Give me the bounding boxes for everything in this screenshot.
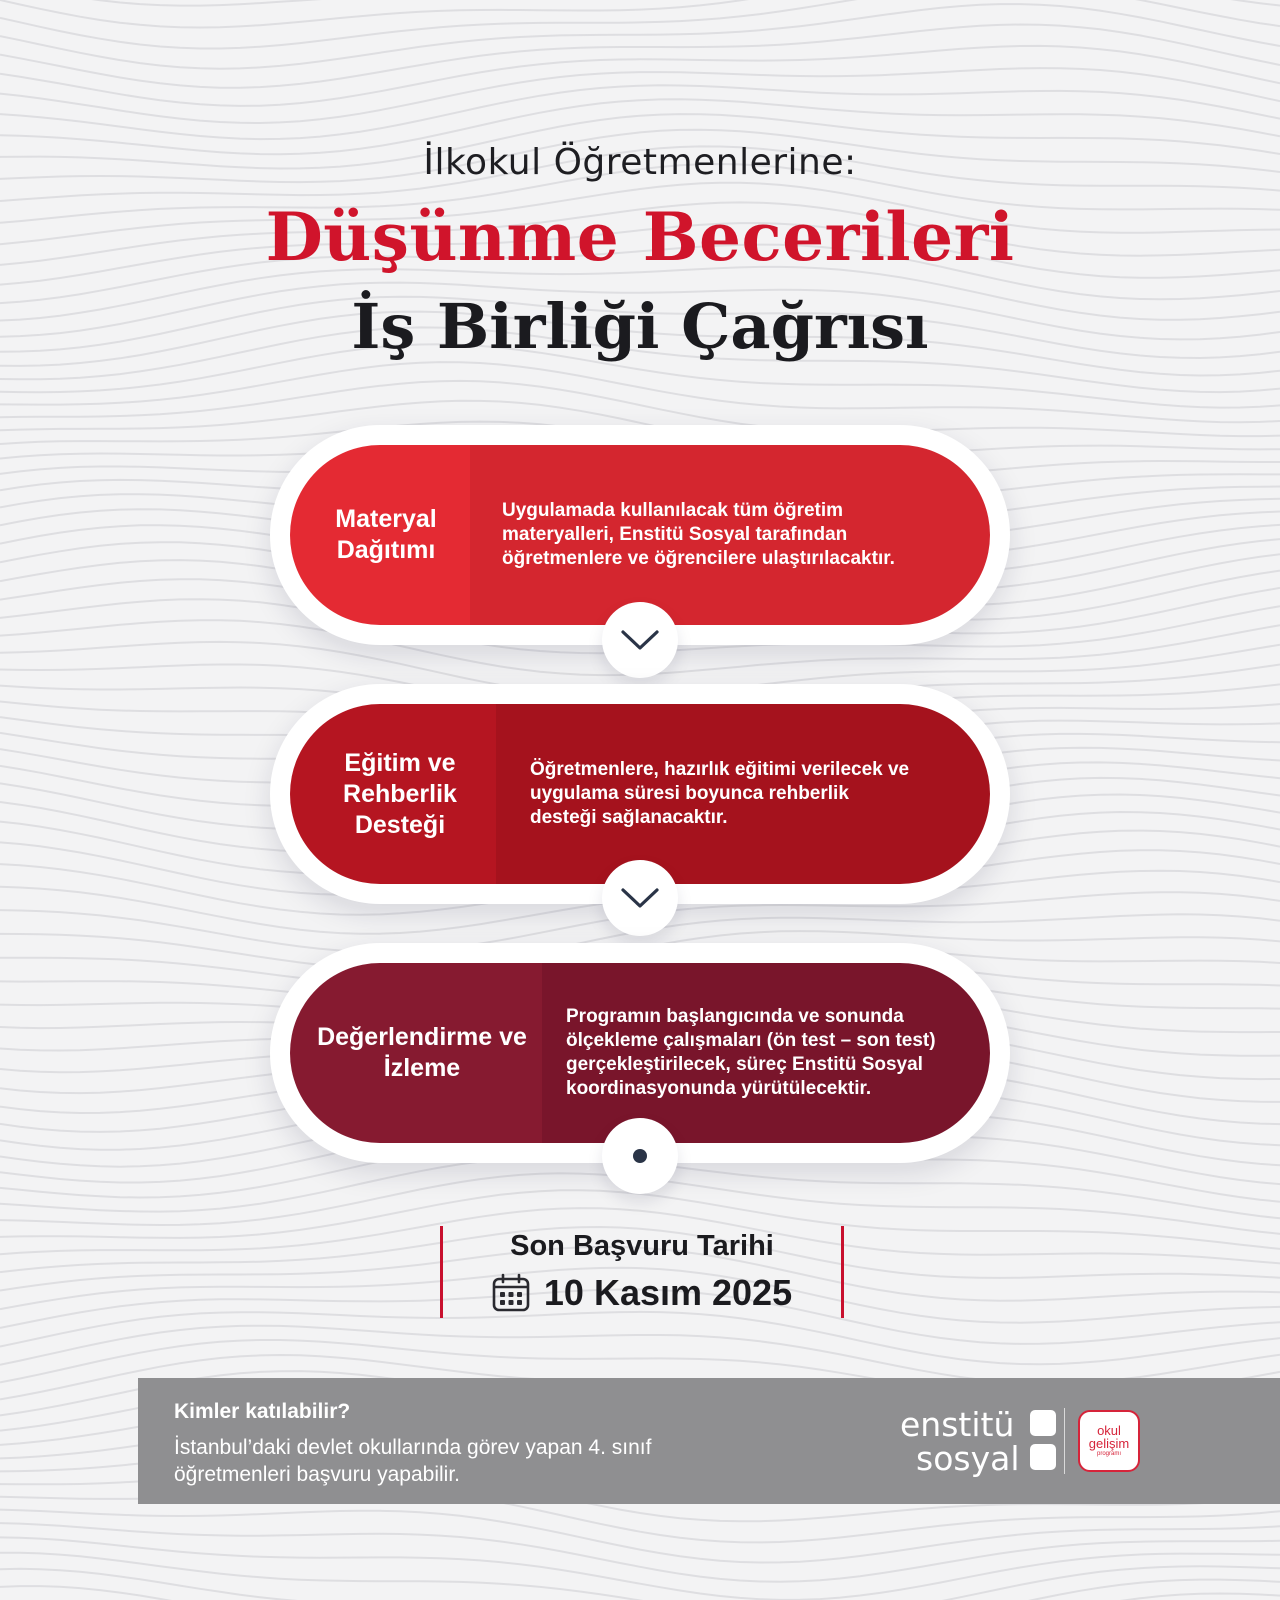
logo-square-icon xyxy=(1030,1444,1056,1470)
step-label: Materyal Dağıtımı xyxy=(290,445,470,625)
step-description: Öğretmenlere, hazırlık eğitimi verilecek ve uygulama süresi boyunca rehberlik desteği sağlanacaktır. xyxy=(496,704,990,884)
logo-square-icon xyxy=(1030,1410,1056,1436)
page-subtitle-title: İş Birliği Çağrısı xyxy=(351,290,929,363)
connector-2 xyxy=(602,860,678,936)
deadline-date-row xyxy=(443,1272,841,1314)
connector-end xyxy=(602,1118,678,1194)
eligibility-text: İstanbul’daki devlet okullarında görev yapan 4. sınıf öğretmenleri başvuru yapabilir. xyxy=(174,1436,652,1486)
step-card-body xyxy=(290,704,990,884)
eligibility-title: Kimler katılabilir? xyxy=(174,1400,351,1423)
dot-icon xyxy=(632,1148,648,1164)
okul-gelisim-logo: okul gelişim programı xyxy=(1078,1410,1140,1472)
subtitle: İlkokul Öğretmenlerine: xyxy=(423,142,857,183)
step-label: Değerlendirme ve İzleme xyxy=(290,963,542,1143)
step-label: Eğitim ve Rehberlik Desteği xyxy=(290,704,496,884)
deadline-label: Son Başvuru Tarihi xyxy=(510,1230,774,1262)
connector-1 xyxy=(602,602,678,678)
logo-divider xyxy=(1064,1408,1065,1474)
enstitu-sosyal-logo xyxy=(900,1406,1058,1478)
deadline-box xyxy=(440,1226,844,1318)
step-description: Programın başlangıcında ve sonunda ölçekleme çalışmaları (ön test – son test) gerçekleştirilecek, süreç Enstitü Sosyal koordinasyonunda yürütülecektir. xyxy=(542,963,990,1143)
chevron-down-icon xyxy=(620,629,660,651)
logo-word-sosyal: sosyal xyxy=(916,1439,1020,1478)
calendar-icon xyxy=(492,1273,530,1313)
deadline-date: 10 Kasım 2025 xyxy=(543,1272,793,1313)
step-card-body xyxy=(290,963,990,1143)
step-description: Uygulamada kullanılacak tüm öğretim materyalleri, Enstitü Sosyal tarafından öğretmenlere ve öğrencilere ulaştırılacaktır. xyxy=(470,445,990,625)
page-title: Düşünme Becerileri xyxy=(265,198,1015,276)
logo-word-enstitu: enstitü xyxy=(900,1405,1015,1444)
chevron-down-icon xyxy=(620,887,660,909)
eligibility-band xyxy=(138,1378,1280,1504)
step-card-body xyxy=(290,445,990,625)
